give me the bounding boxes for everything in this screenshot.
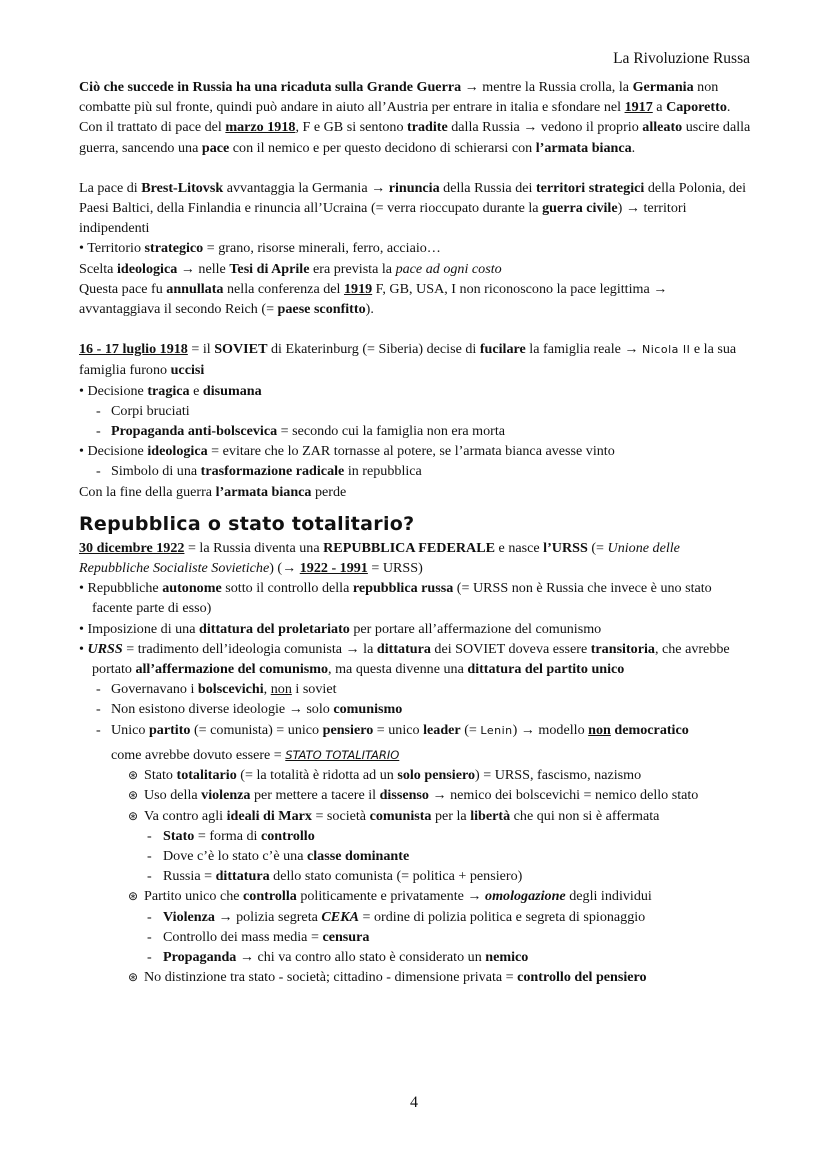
sub-item-corpi-bruciati: - Corpi bruciati xyxy=(96,402,190,419)
sub-item-simbolo: - Simbolo di una trasformazione radicale in repubblica xyxy=(96,463,422,480)
sub-item-censura: - Controllo dei mass media = censura xyxy=(147,928,370,945)
handwritten-note: Lenin xyxy=(480,723,513,737)
sub-item-classe-dominante: - Dove c’è lo stato c’è una classe dominante xyxy=(147,847,410,864)
sub-item-unico-partito: - Unico partito (= comunista) = unico pensiero = unico leader (= Lenin) → modello non democratico xyxy=(96,721,689,738)
page-header-title: La Rivoluzione Russa xyxy=(613,50,750,67)
line-armata-bianca: Con la fine della guerra l’armata bianca perde xyxy=(79,483,347,500)
page-number: 4 xyxy=(410,1094,418,1111)
paragraph-pace-annullata: Questa pace fu annullata nella conferenza del 1919 F, GB, USA, I non riconoscono la pace legittima → avvantaggiava il secondo Reich (= paese sconfitto). xyxy=(79,280,668,318)
item-stato-totalitario: ⊛ Stato totalitario (= la totalità è ridotta ad un solo pensiero) = URSS, fascismo, nazismo xyxy=(128,767,642,784)
bullet-urss-tradimento: • URSS = tradimento dell’ideologia comunista → la dittatura dei SOVIET doveva essere transitoria, che avrebbe portato all’affermazione del comunismo, ma questa divenne una dittatura del partito unico xyxy=(79,640,730,678)
line-scelta-ideologica: Scelta ideologica → nelle Tesi di Aprile era prevista la pace ad ogni costo xyxy=(79,260,502,277)
spacer xyxy=(79,319,751,339)
sub-item-ceka: - Violenza → polizia segreta CEKA = ordine di polizia politica e segreta di spionaggio xyxy=(147,908,646,925)
bullet-territorio-strategico: • Territorio strategico = grano, risorse minerali, ferro, acciaio… xyxy=(79,240,441,257)
paragraph-grande-guerra: Ciò che succede in Russia ha una ricaduta sulla Grande Guerra → mentre la Russia crolla, la Germania non combatte più sul fronte, quindi può andare in aiuto all’Austria per entrare in italia e sfondare nel 1917 a Caporetto. xyxy=(79,79,731,116)
sub-item-continuation: come avrebbe dovuto essere = STATO TOTALITARIO xyxy=(111,746,400,763)
paragraph-trattato-pace: Con il trattato di pace del marzo 1918, F e GB si sentono tradite dalla Russia → vedono il proprio alleato uscire dalla guerra, sancendo una pace con il nemico e per questo decidono di schierarsi con l’armata bianca. xyxy=(79,119,751,156)
bullet-decisione-ideologica: • Decisione ideologica = evitare che lo ZAR tornasse al potere, se l’armata bianca avesse vinto xyxy=(79,443,615,460)
handwritten-note: Nicola II xyxy=(642,343,691,357)
bullet-dittatura-proletariato: • Imposizione di una dittatura del proletariato per portare all’affermazione del comunismo xyxy=(79,620,602,637)
sub-item-stato-controllo: - Stato = forma di controllo xyxy=(147,827,315,844)
paragraph-brest-litovsk: La pace di Brest-Litovsk avvantaggia la Germania → rinuncia della Russia dei territori strategici della Polonia, dei Paesi Baltici, della Finlandia e rinuncia all’Ucraina (= verra rioccupato durante la guerra civile) → territori indipendenti xyxy=(79,179,747,237)
sub-item-russia-dittatura: - Russia = dittatura dello stato comunista (= politica + pensiero) xyxy=(147,868,523,885)
item-ideali-marx: ⊛ Va contro agli ideali di Marx = società comunista per la libertà che qui non si è affermata xyxy=(128,807,660,824)
page-content xyxy=(79,77,751,987)
handwritten-note: STATO TOTALITARIO xyxy=(285,747,400,762)
sub-item-propaganda: - Propaganda anti-bolscevica = secondo cui la famiglia non era morta xyxy=(96,423,506,440)
bullet-repubbliche-autonome: • Repubbliche autonome sotto il controllo della repubblica russa (= URSS non è Russia che invece è uno stato facente parte di esso) xyxy=(79,580,712,617)
spacer xyxy=(79,158,751,178)
sub-item-propaganda-nemico: - Propaganda → chi va contro allo stato è considerato un nemico xyxy=(147,948,529,965)
item-partito-unico: ⊛ Partito unico che controlla politicamente e privatamente → omologazione degli individui xyxy=(128,888,652,905)
sub-item-comunismo: - Non esistono diverse ideologie → solo comunismo xyxy=(96,701,403,718)
paragraph-urss: 30 dicembre 1922 = la Russia diventa una REPUBBLICA FEDERALE e nasce l’URSS (= Unione delle Repubbliche Socialiste Sovietiche) (→ 1922 - 1991 = URSS) xyxy=(79,539,680,577)
paragraph-luglio-1918: 16 - 17 luglio 1918 = il SOVIET di Ekaterinburg (= Siberia) decise di fucilare la famiglia reale → Nicola II e la sua famiglia furono uccisi xyxy=(79,341,737,379)
section-heading: Repubblica o stato totalitario? xyxy=(79,512,415,535)
sub-item-bolscevichi: - Governavano i bolscevichi, non i soviet xyxy=(96,681,337,698)
item-controllo-pensiero: ⊛ No distinzione tra stato - società; cittadino - dimensione privata = controllo del pensiero xyxy=(128,969,647,986)
item-violenza: ⊛ Uso della violenza per mettere a tacere il dissenso → nemico dei bolscevichi = nemico dello stato xyxy=(128,787,699,804)
bullet-decisione-tragica: • Decisione tragica e disumana xyxy=(79,382,262,399)
